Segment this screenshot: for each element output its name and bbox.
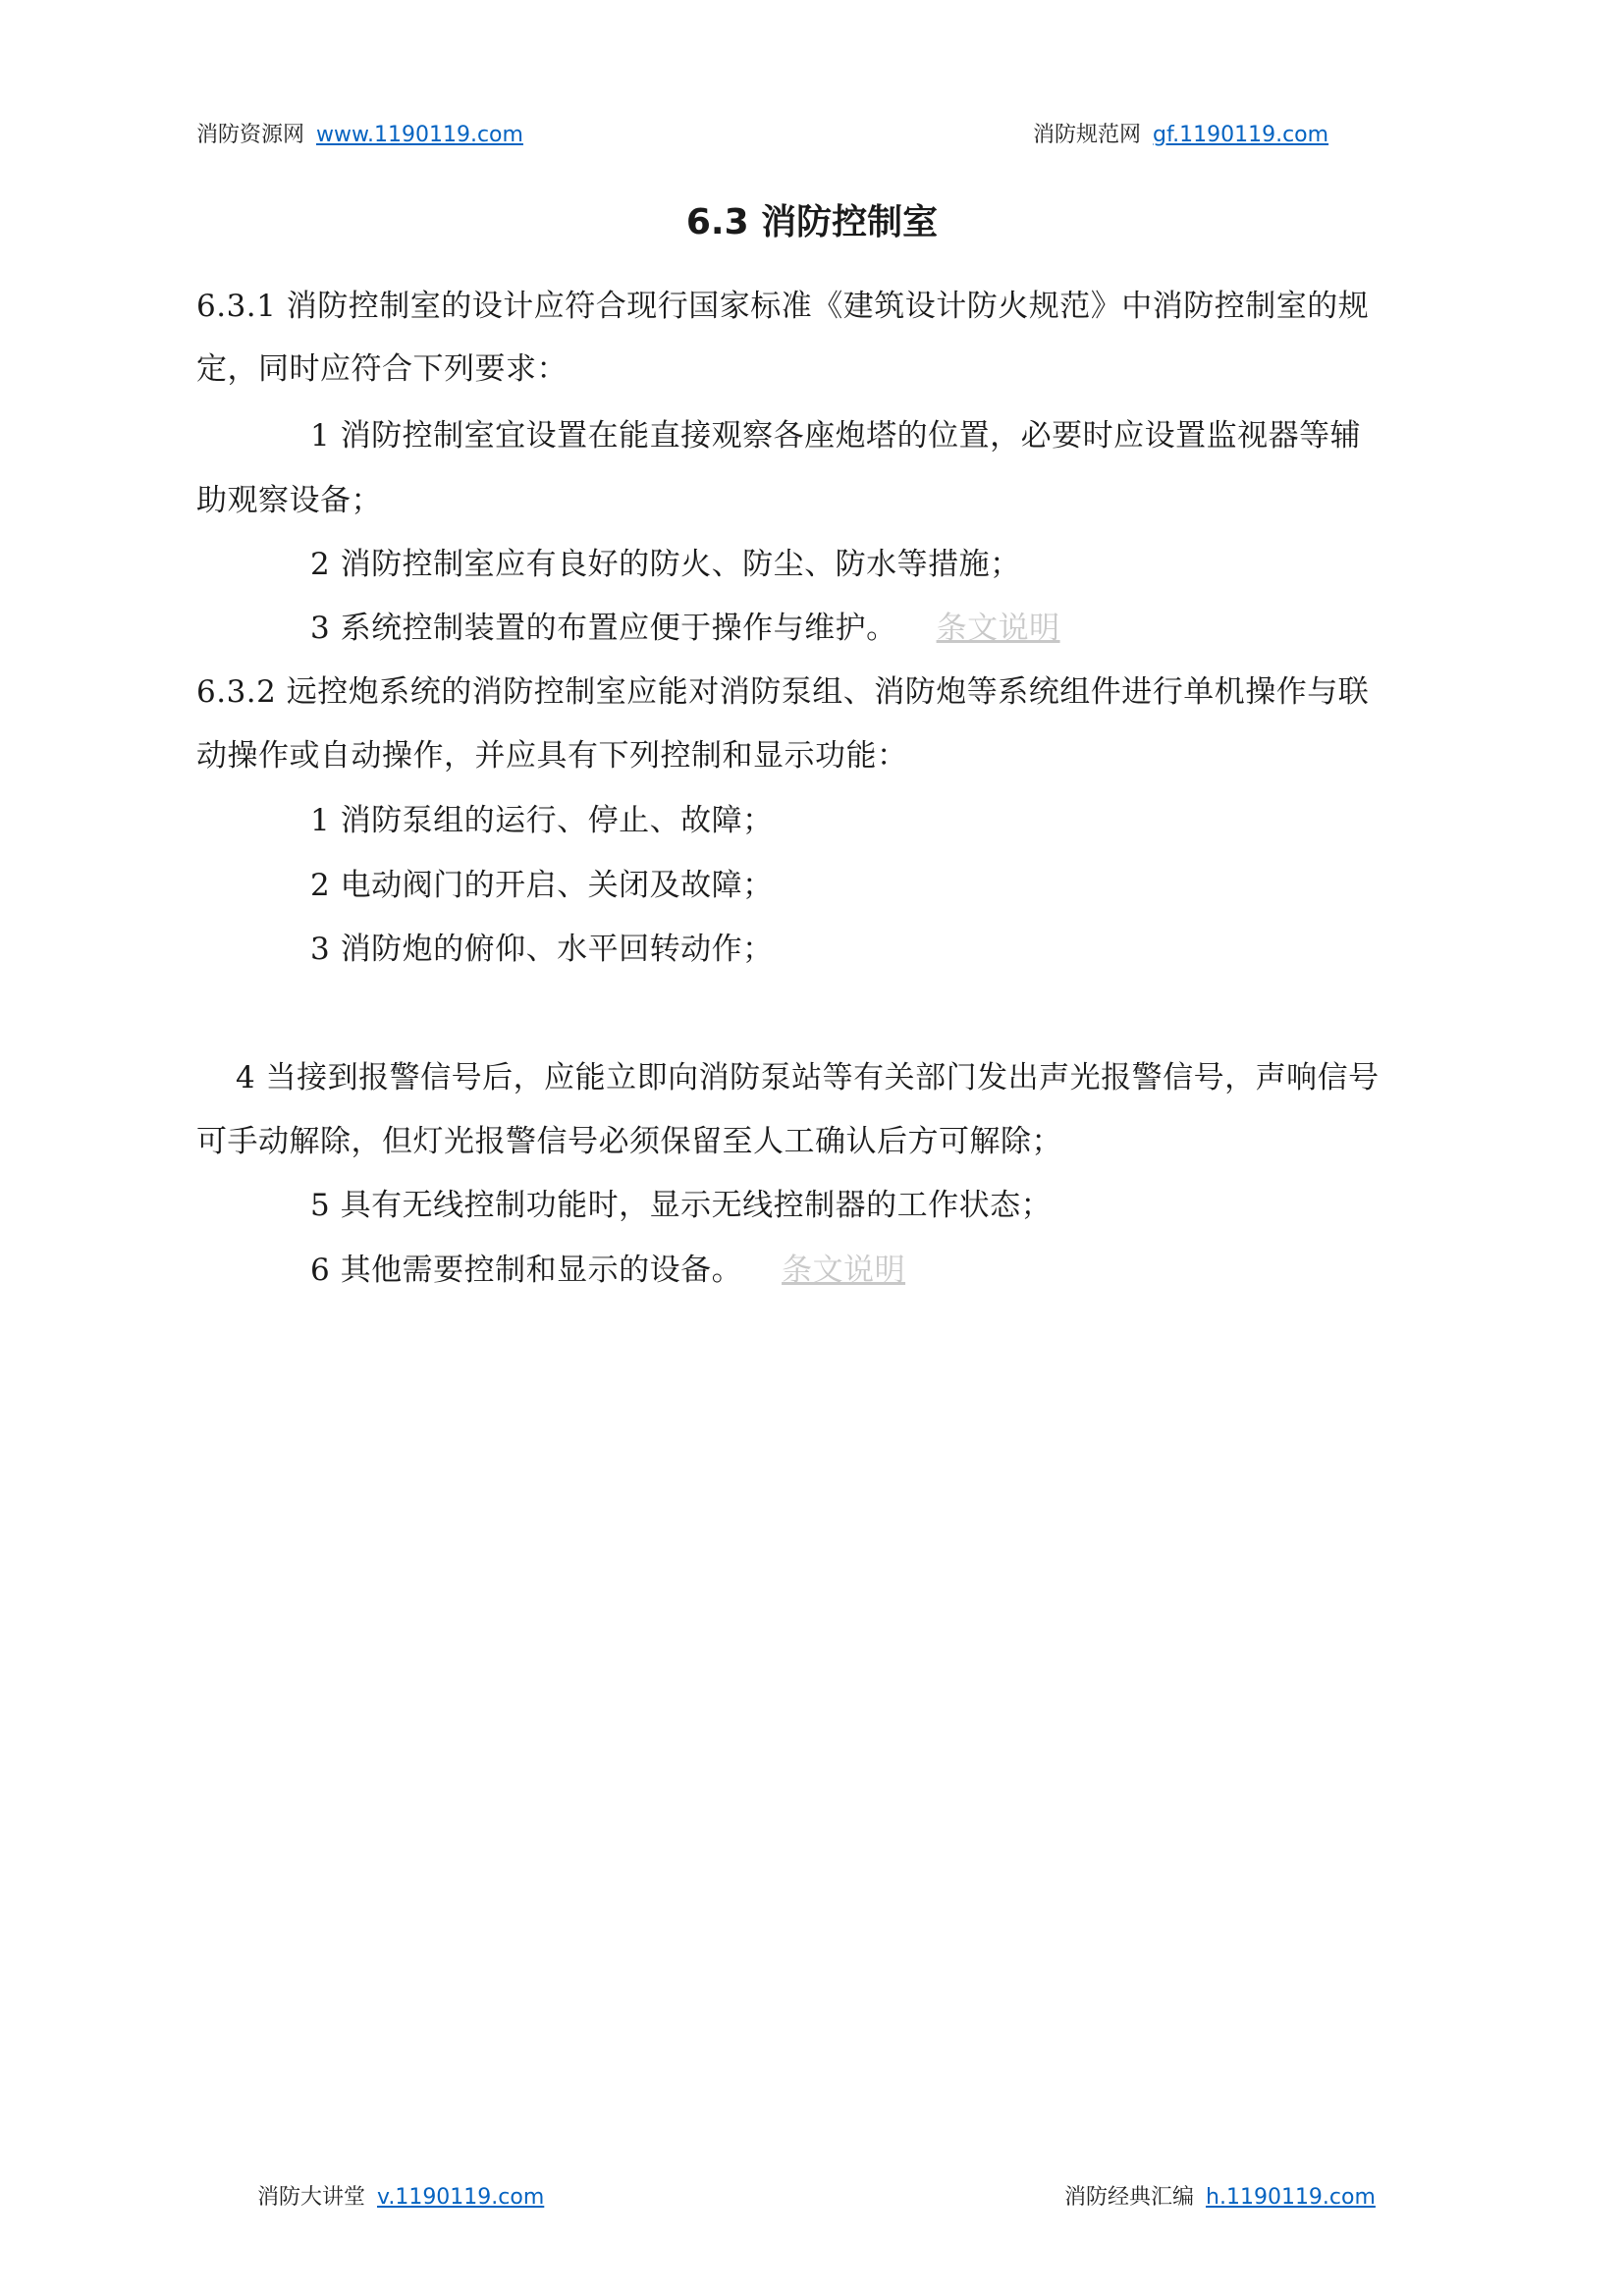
clause-6-3-1-item1-line1: 1 消防控制室宜设置在能直接观察各座炮塔的位置，必要时应设置监视器等辅 [310,418,1362,454]
header-right-link[interactable]: gf.1190119.com [1153,123,1329,147]
footer-right [1064,2180,1376,2211]
header-left [196,118,523,148]
clause-6-3-2-item6 [310,1251,905,1290]
footer-left-label: 消防大讲堂 [257,2185,366,2210]
clause-6-3-1-line2: 定，同时应符合下列要求： [196,351,568,387]
clause-6-3-2-note-link[interactable]: 条文说明 [782,1253,906,1288]
clause-6-3-2-item6-text: 6 其他需要控制和显示的设备。 [310,1253,743,1288]
footer-left [257,2180,544,2211]
section-title: 6.3 消防控制室 [685,202,939,242]
clause-6-3-1-item3-text: 3 系统控制装置的布置应便于操作与维护。 [310,611,897,646]
footer-right-label: 消防经典汇编 [1064,2185,1195,2210]
clause-6-3-2-line1: 6.3.2 远控炮系统的消防控制室应能对消防泵组、消防炮等系统组件进行单机操作与联 [196,674,1370,710]
clause-6-3-2-item1: 1 消防泵组的运行、停止、故障； [310,803,774,838]
header-right-label: 消防规范网 [1033,123,1142,147]
header-left-link[interactable]: www.1190119.com [316,123,523,147]
footer-left-link[interactable]: v.1190119.com [377,2185,545,2210]
clause-6-3-1-item2: 2 消防控制室应有良好的防火、防尘、防水等措施； [310,547,1021,582]
clause-6-3-1-note-link[interactable]: 条文说明 [936,611,1060,646]
clause-6-3-2-item4-line1: 4 当接到报警信号后，应能立即向消防泵站等有关部门发出声光报警信号，声响信号 [236,1060,1380,1095]
clause-6-3-2-item2: 2 电动阀门的开启、关闭及故障； [310,868,774,903]
clause-6-3-2-item3: 3 消防炮的俯仰、水平回转动作； [310,932,774,967]
clause-6-3-1-line1: 6.3.1 消防控制室的设计应符合现行国家标准《建筑设计防火规范》中消防控制室的规 [196,289,1370,324]
clause-6-3-1-item3 [310,609,1060,648]
clause-6-3-1-item1-line2: 助观察设备； [196,483,382,518]
clause-6-3-2-item4-line2: 可手动解除，但灯光报警信号必须保留至人工确认后方可解除； [196,1124,1062,1159]
clause-6-3-2-item5: 5 具有无线控制功能时，显示无线控制器的工作状态； [310,1188,1053,1223]
header-left-label: 消防资源网 [196,123,305,147]
footer-right-link[interactable]: h.1190119.com [1206,2185,1376,2210]
header-right [1033,118,1328,148]
clause-6-3-2-line2: 动操作或自动操作，并应具有下列控制和显示功能： [196,738,908,774]
